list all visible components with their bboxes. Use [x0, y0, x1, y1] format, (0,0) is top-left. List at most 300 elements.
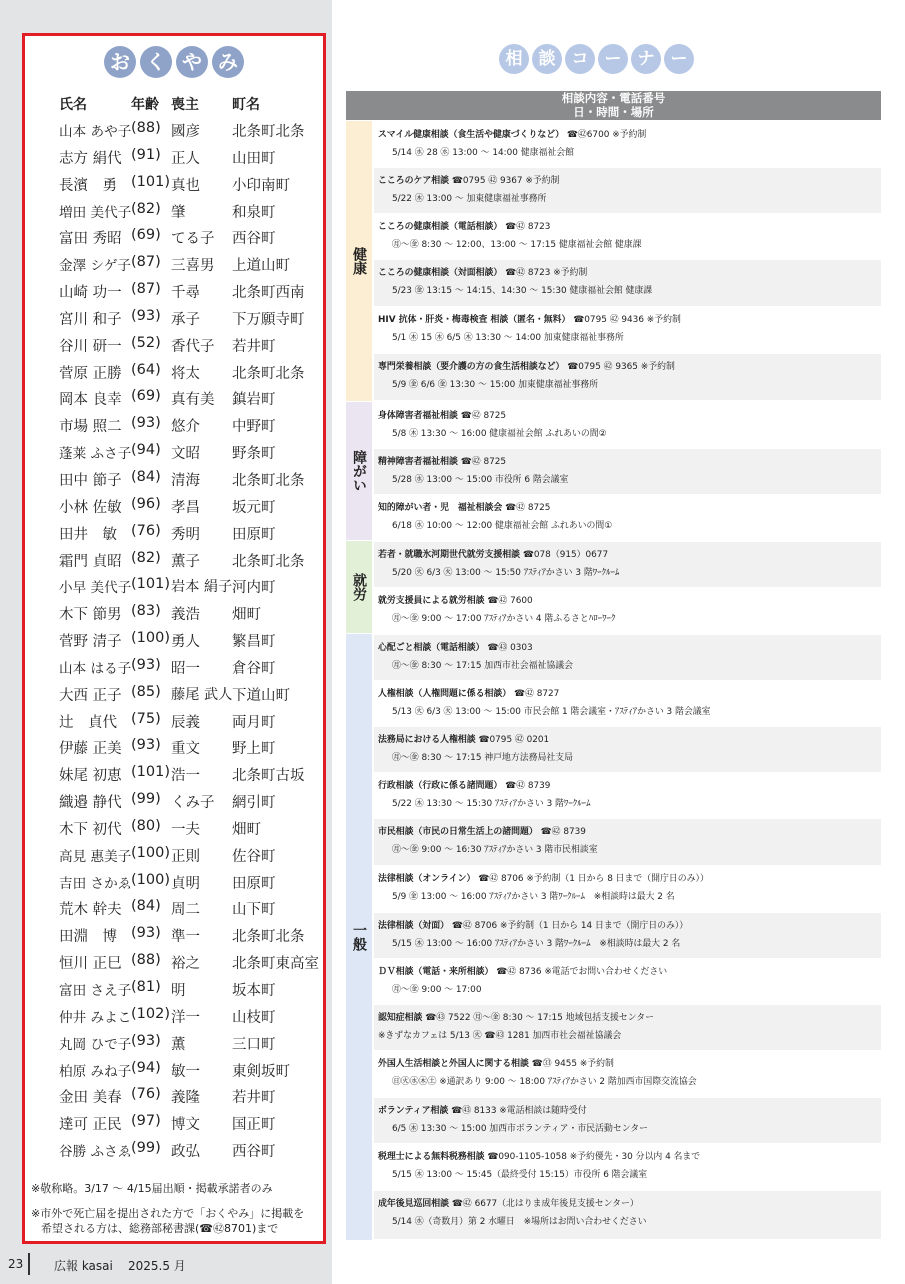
- entry-detail: 5/22 ㊍ 13:30 ～ 15:30 ｱｽﾃｨｱかさい 3 階ﾜｰｸﾙｰﾑ: [392, 799, 591, 809]
- obituary-note-3: 希望される方は、総務部秘書課(☎㊷8701)まで: [41, 1222, 279, 1235]
- obituary-row: [59, 385, 329, 412]
- town-name: 山田町: [232, 150, 276, 167]
- category-health: [346, 121, 372, 401]
- obituary-row: [59, 1137, 329, 1164]
- consult-entry: [374, 542, 881, 587]
- consult-entry: [374, 819, 881, 865]
- mourner-name: 國彦: [171, 124, 200, 140]
- mourner-name: 孝昌: [171, 499, 200, 516]
- entry-phone: ☎㊷ 8727: [513, 689, 560, 699]
- consult-title: [499, 44, 694, 74]
- obituary-row: [59, 251, 329, 278]
- age: (87): [131, 254, 161, 271]
- deceased-name: 菅原 正勝: [59, 365, 122, 382]
- obituary-row: [59, 359, 329, 386]
- age: (93): [131, 737, 161, 754]
- mourner-name: 勇人: [171, 634, 200, 651]
- entry-title: 精神障害者福祉相談: [378, 457, 458, 467]
- town-name: 河内町: [232, 580, 276, 597]
- entry-title: 身体障害者福祉相談: [378, 411, 458, 421]
- entry-title: 外国人生活相談と外国人に関する相談: [378, 1059, 529, 1069]
- entry-title-line: [378, 311, 881, 329]
- town-name: 若井町: [232, 338, 276, 355]
- entry-title-line: [378, 1148, 881, 1166]
- consult-entry: [374, 588, 881, 633]
- consult-entry: [374, 1051, 881, 1097]
- obituary-row: [59, 1057, 329, 1084]
- deceased-name: 谷川 研一: [59, 338, 122, 355]
- entry-title-line: [378, 1009, 881, 1027]
- entry-phone: ☎0795 ㊷ 9436 ※予約制: [573, 315, 681, 325]
- entry-title-line: [378, 499, 881, 517]
- deceased-name: 菅野 清子: [59, 634, 122, 651]
- consult-entry: [374, 773, 881, 818]
- deceased-name: 山本 はる子: [59, 660, 132, 677]
- age: (76): [131, 1086, 161, 1103]
- obituary-row: [59, 815, 329, 842]
- town-name: 下道山町: [232, 687, 290, 704]
- mourner-name: 肇: [171, 204, 186, 221]
- age: (101): [131, 764, 170, 781]
- obituary-row: [59, 439, 329, 466]
- entry-title: 若者・就職氷河期世代就労支援相談: [378, 550, 520, 560]
- town-name: 北条町北条: [232, 124, 305, 140]
- entry-title-line: [378, 407, 881, 425]
- town-name: 北条町北条: [232, 472, 305, 489]
- age: (82): [131, 549, 161, 566]
- entry-title: 認知症相談: [378, 1013, 423, 1023]
- obituary-row: [59, 681, 329, 708]
- entry-title: こころの健康相談（電話相談）: [378, 222, 503, 232]
- town-name: 倉谷町: [232, 660, 276, 677]
- category-label: 一般: [351, 923, 367, 951]
- age: (96): [131, 495, 161, 512]
- mourner-name: 秀明: [171, 526, 200, 543]
- entry-title: ボランティア相談: [378, 1106, 449, 1116]
- entry-phone: ☎0795 ㊷ 0201: [478, 735, 550, 745]
- age: (93): [131, 925, 161, 942]
- entry-title-line: [378, 823, 881, 841]
- entry-detail: 5/28 ㊌ 13:00 ～ 15:00 市役所 6 階会議室: [392, 475, 569, 485]
- obituary-row: [59, 654, 329, 681]
- age: (94): [131, 442, 161, 459]
- deceased-name: 小早 美代子: [59, 580, 132, 597]
- age: (93): [131, 307, 161, 324]
- deceased-name: 木下 節男: [59, 607, 122, 624]
- age: (75): [131, 710, 161, 727]
- entry-detail: 5/13 ㊋ 6/3 ㊋ 13:00 ～ 15:00 市民会館 1 階会議室・ｱｽﾃｨｱかさい 3 階会議室: [392, 707, 711, 717]
- header-name: 氏名: [59, 97, 87, 113]
- consult-entry: [374, 354, 881, 400]
- age: (99): [131, 791, 161, 808]
- town-name: 三口町: [232, 1036, 276, 1053]
- mourner-name: 真有美: [171, 392, 215, 409]
- entry-phone: ☎㊷ 8723: [505, 222, 551, 232]
- town-name: 田原町: [232, 875, 276, 892]
- entry-detail: ㊊～㊎ 8:30 ～ 12:00、13:00 ～ 17:15 健康福祉会館 健康課: [392, 240, 642, 250]
- obituary-panel: [22, 33, 326, 1244]
- town-name: 東剣坂町: [232, 1063, 290, 1080]
- deceased-name: 谷勝 ふさゑ: [59, 1144, 132, 1161]
- age: (64): [131, 361, 161, 378]
- age: (69): [131, 227, 161, 244]
- town-name: 山枝町: [232, 1009, 276, 1026]
- title-char: み: [212, 46, 244, 78]
- entry-title-line: [378, 546, 881, 564]
- obituary-row: [59, 708, 329, 735]
- entry-title: 法律相談（対面）: [378, 921, 449, 931]
- entry-phone: ☎㊸ 8133 ※電話相談は随時受付: [451, 1106, 587, 1116]
- entry-title: 市民相談（市民の日常生活上の諸問題）: [378, 827, 538, 837]
- mourner-name: てる子: [171, 231, 215, 248]
- entry-title: 行政相談（行政に係る諸問題）: [378, 781, 503, 791]
- deceased-name: 辻 貞代: [59, 714, 117, 731]
- deceased-name: 妹尾 初恵: [59, 768, 122, 785]
- mourner-name: 浩一: [171, 768, 200, 785]
- entry-phone: ☎㊷ 8725: [460, 457, 507, 467]
- mourner-name: 清海: [171, 472, 200, 489]
- mourner-name: 薫: [171, 1036, 186, 1053]
- age: (101): [131, 173, 170, 190]
- obituary-row: [59, 224, 329, 251]
- age: (100): [131, 630, 170, 647]
- town-name: 和泉町: [232, 204, 276, 221]
- entry-title-line: [378, 172, 881, 190]
- entry-phone: ☎㊷ 8706 ※予約制（1 日から 14 日まで（開庁日のみ））: [451, 921, 689, 931]
- consult-entry: [374, 495, 881, 540]
- entry-phone: ☎㊷ 6677（北はりま成年後見支援センター）: [451, 1199, 639, 1209]
- entry-detail: 5/23 ㊎ 13:15 ～ 14:15、14:30 ～ 15:30 健康福祉会館 健康課: [392, 286, 653, 296]
- category-general: [346, 634, 372, 1240]
- category-label: 就労: [351, 573, 367, 601]
- entry-detail: 5/9 ㊎ 6/6 ㊎ 13:30 ～ 15:00 加東健康福祉事務所: [392, 380, 598, 390]
- mourner-name: 岩本 絹子: [171, 579, 233, 596]
- issue-date: 2025.5 月: [128, 1259, 186, 1273]
- deceased-name: 長濱 勇: [59, 177, 117, 194]
- mourner-name: 政弘: [171, 1144, 200, 1161]
- town-name: 野上町: [232, 741, 276, 758]
- mourner-name: 義浩: [171, 607, 200, 624]
- town-name: 北条町西南: [232, 285, 305, 302]
- entry-title-line: [378, 777, 881, 795]
- category-label: 障がい: [351, 450, 367, 492]
- consult-entry: [374, 1098, 881, 1143]
- age: (88): [131, 952, 161, 969]
- town-name: 繁昌町: [232, 634, 276, 651]
- consult-entry: [374, 214, 881, 259]
- entry-title-line: [378, 917, 881, 935]
- entry-title: 税理士による無料税務相談: [378, 1152, 485, 1162]
- town-name: 小印南町: [232, 177, 290, 194]
- entry-title: 法務局における人権相談: [378, 735, 476, 745]
- entry-title-line: [378, 264, 881, 282]
- entry-title-line: [378, 731, 881, 749]
- consult-entry: [374, 1191, 881, 1239]
- age: (93): [131, 656, 161, 673]
- entry-phone: ☎㊸ 7522 ㊊～㊎ 8:30 ～ 17:15 地域包括支援センター: [425, 1013, 655, 1023]
- deceased-name: 達可 正民: [59, 1117, 122, 1134]
- consult-entry: [374, 1144, 881, 1190]
- title-char: ー: [664, 44, 694, 74]
- deceased-name: 丸岡 ひで子: [59, 1036, 132, 1053]
- consult-entry: [374, 913, 881, 958]
- consult-entry: [374, 403, 881, 448]
- entry-title-line: [378, 685, 881, 703]
- obituary-row: [59, 842, 329, 869]
- mourner-name: 貞明: [171, 875, 200, 892]
- deceased-name: 伊藤 正美: [59, 741, 122, 758]
- mourner-name: 周二: [171, 902, 200, 919]
- header-line-1: 相談内容・電話番号: [561, 91, 666, 105]
- age: (99): [131, 1140, 161, 1157]
- page-footer: [8, 1257, 186, 1273]
- town-name: 下万願寺町: [232, 311, 305, 328]
- obituary-list: [59, 117, 329, 1164]
- mourner-name: 洋一: [171, 1009, 200, 1026]
- town-name: 中野町: [232, 419, 276, 436]
- deceased-name: 市場 照二: [59, 419, 122, 436]
- mourner-name: 一夫: [171, 821, 200, 838]
- mourner-name: 文昭: [171, 446, 200, 463]
- deceased-name: 木下 初代: [59, 821, 122, 838]
- deceased-name: 金澤 シゲ子: [59, 258, 132, 275]
- town-name: 坂本町: [232, 983, 276, 999]
- consult-entry: [374, 449, 881, 494]
- entry-detail: 5/9 ㊎ 13:00 ～ 16:00 ｱｽﾃｨｱかさい 3 階ﾜｰｸﾙｰﾑ ※相談時は最大 2 名: [392, 892, 675, 902]
- obituary-row: [59, 922, 329, 949]
- entry-title: 専門栄養相談（要介護の方の食生活相談など）: [378, 362, 565, 372]
- entry-detail: 5/15 ㊍ 13:00 ～ 16:00 ｱｽﾃｨｱかさい 3 階ﾜｰｸﾙｰﾑ ※相談時は最大 2 名: [392, 939, 681, 949]
- obituary-row: [59, 949, 329, 976]
- entry-title-line: [378, 870, 881, 888]
- age: (80): [131, 817, 161, 834]
- entry-detail: 5/14 ㊌ 28 ㊌ 13:00 ～ 14:00 健康福祉会館: [392, 148, 574, 158]
- entry-phone: ☎㊷ 8739: [505, 781, 551, 791]
- entry-detail: 6/18 ㊌ 10:00 ～ 12:00 健康福祉会館 ふれあいの間①: [392, 521, 613, 531]
- title-char: 相: [499, 44, 529, 74]
- entry-detail: ㊊～㊎ 9:00 ～ 17:00: [392, 985, 482, 995]
- obituary-note: ※敬称略。3/17 ～ 4/15届出順・掲載承諾者のみ: [31, 1182, 273, 1195]
- deceased-name: 吉田 さかゑ: [59, 875, 132, 892]
- entry-title-line: [378, 358, 881, 376]
- entry-detail: ㊐㊋㊌㊍㊏ ※通訳あり 9:00 ～ 18:00 ｱｽﾃｨｱかさい 2 階加西市国際交流協会: [392, 1077, 697, 1087]
- mourner-name: 香代子: [171, 338, 215, 355]
- town-name: 両月町: [232, 714, 276, 731]
- deceased-name: 荒木 幹夫: [59, 902, 122, 919]
- mourner-name: 正則: [171, 848, 200, 865]
- mourner-name: くみ子: [171, 795, 215, 812]
- obituary-row: [59, 144, 329, 171]
- age: (97): [131, 1113, 161, 1130]
- age: (81): [131, 979, 161, 995]
- town-name: 畑町: [232, 607, 261, 624]
- age: (82): [131, 200, 161, 217]
- deceased-name: 田中 節子: [59, 472, 122, 489]
- entry-title-line: [378, 639, 881, 657]
- title-char: コ: [565, 44, 595, 74]
- town-name: 畑町: [232, 821, 261, 838]
- entry-phone: ☎㊷ 8736 ※電話でお問い合わせください: [496, 967, 668, 977]
- town-name: 坂元町: [232, 499, 276, 516]
- entry-phone: ☎090-1105-1058 ※予約優先・30 分以内 4 名まで: [487, 1152, 701, 1162]
- entry-detail: ㊊～㊎ 9:00 ～ 16:30 ｱｽﾃｨｱかさい 3 階市民相談室: [392, 845, 598, 855]
- deceased-name: 大西 正子: [59, 687, 122, 704]
- deceased-name: 山本 あや子: [59, 124, 132, 140]
- category-disability: [346, 402, 372, 540]
- obituary-row: [59, 573, 329, 600]
- entry-title-line: [378, 1195, 881, 1213]
- entry-detail: 5/1 ㊍ 15 ㊍ 6/5 ㊍ 13:30 ～ 14:00 加東健康福祉事務所: [392, 333, 624, 343]
- age: (83): [131, 603, 161, 620]
- deceased-name: 柏原 みね子: [59, 1063, 132, 1080]
- consult-entry: [374, 959, 881, 1004]
- town-name: 若井町: [232, 1090, 276, 1107]
- age: (69): [131, 388, 161, 405]
- consult-entry: [374, 866, 881, 912]
- obituary-row: [59, 493, 329, 520]
- mourner-name: 千尋: [171, 285, 200, 302]
- obituary-row: [59, 627, 329, 654]
- mourner-name: 薫子: [171, 553, 200, 570]
- obituary-row: [59, 466, 329, 493]
- obituary-row: [59, 332, 329, 359]
- age: (100): [131, 871, 170, 888]
- header-age: 年齢: [131, 97, 159, 113]
- obituary-row: [59, 171, 329, 198]
- obituary-row: [59, 198, 329, 225]
- title-char: ー: [598, 44, 628, 74]
- age: (88): [131, 120, 161, 136]
- town-name: 北条町東高室: [232, 956, 319, 973]
- town-name: 西谷町: [232, 231, 276, 248]
- deceased-name: 宮川 和子: [59, 311, 122, 328]
- deceased-name: 金田 美春: [59, 1090, 122, 1107]
- entry-detail: 6/5 ㊍ 13:30 ～ 15:00 加西市ボランティア・市民活動センター: [392, 1124, 648, 1134]
- entry-title: 就労支援員による就労相談: [378, 596, 485, 606]
- obituary-row: [59, 1030, 329, 1057]
- town-name: 鎮岩町: [232, 392, 276, 409]
- entry-title: 人権相談（人権問題に係る相談）: [378, 689, 512, 699]
- publication-name: 広報 kasai: [54, 1259, 113, 1273]
- consult-entry: [374, 635, 881, 680]
- entry-detail: ㊊～㊎ 9:00 ～ 17:00 ｱｽﾃｨｱかさい 4 階ふるさとﾊﾛｰﾜｰｸ: [392, 614, 616, 624]
- entry-title-line: [378, 1102, 881, 1120]
- deceased-name: 仲井 みよこ: [59, 1009, 132, 1026]
- mourner-name: 三喜男: [171, 258, 215, 275]
- town-name: 田原町: [232, 526, 276, 543]
- obituary-row: [59, 895, 329, 922]
- entry-phone: ☎078（915）0677: [522, 550, 609, 560]
- footer-divider: [28, 1253, 30, 1275]
- age: (87): [131, 281, 161, 298]
- obituary-row: [59, 520, 329, 547]
- header-mourner: 喪主: [171, 97, 199, 113]
- entry-phone: ☎㊷6700 ※予約制: [566, 130, 647, 140]
- entry-title-line: [378, 963, 881, 981]
- deceased-name: 富田 さえ子: [59, 983, 132, 999]
- town-name: 北条町北条: [232, 929, 305, 946]
- obituary-row: [59, 788, 329, 815]
- town-name: 国正町: [232, 1117, 276, 1134]
- entry-title-line: [378, 126, 881, 144]
- town-name: 山下町: [232, 902, 276, 919]
- mourner-name: 悠介: [171, 419, 200, 436]
- entry-title: 成年後見巡回相談: [378, 1199, 449, 1209]
- obituary-row: [59, 117, 329, 144]
- deceased-name: 志方 絹代: [59, 150, 122, 167]
- entry-phone: ☎㊷ 8706 ※予約制（1 日から 8 日まで（開庁日のみ））: [478, 874, 709, 884]
- obituary-row: [59, 761, 329, 788]
- obituary-row: [59, 976, 329, 1003]
- page-number: 23: [8, 1257, 24, 1271]
- town-name: 北条町北条: [232, 365, 305, 382]
- entry-title: 知的障がい者・児 福祉相談会: [378, 503, 503, 513]
- deceased-name: 田井 敏: [59, 526, 117, 543]
- obituary-row: [59, 1110, 329, 1137]
- town-name: 北条町北条: [232, 553, 305, 570]
- mourner-name: 準一: [171, 929, 200, 946]
- obituary-row: [59, 412, 329, 439]
- mourner-name: 敏一: [171, 1063, 200, 1080]
- town-name: 上道山町: [232, 258, 290, 275]
- entry-phone: ☎㊷ 8725: [505, 503, 551, 513]
- mourner-name: 真也: [171, 177, 200, 194]
- title-char: く: [140, 46, 172, 78]
- entry-title: 心配ごと相談（電話相談）: [378, 643, 485, 653]
- title-char: 談: [532, 44, 562, 74]
- age: (84): [131, 468, 161, 485]
- mourner-name: 辰義: [171, 714, 200, 731]
- category-label: 健康: [351, 247, 367, 275]
- entry-phone: ☎㊷ 8739: [540, 827, 586, 837]
- entry-title-line: [378, 592, 881, 610]
- deceased-name: 田淵 博: [59, 929, 117, 946]
- mourner-name: 義隆: [171, 1090, 200, 1107]
- age: (76): [131, 522, 161, 539]
- entry-title: スマイル健康相談（食生活や健康づくりなど）: [378, 130, 565, 140]
- entry-detail: ㊊～㊎ 8:30 ～ 17:15 神戸地方法務局社支局: [392, 753, 574, 763]
- deceased-name: 恒川 正巳: [59, 956, 122, 973]
- entry-title-line: [378, 453, 881, 471]
- obituary-row: [59, 305, 329, 332]
- town-name: 佐谷町: [232, 848, 276, 865]
- obituary-row: [59, 1003, 329, 1030]
- mourner-name: 裕之: [171, 956, 200, 973]
- age: (84): [131, 898, 161, 915]
- deceased-name: 蓬莱 ふさ子: [59, 446, 132, 463]
- mourner-name: 昭一: [171, 660, 200, 677]
- deceased-name: 山崎 功一: [59, 285, 122, 302]
- category-employment: [346, 541, 372, 633]
- age: (101): [131, 576, 170, 593]
- entry-title-line: [378, 1055, 881, 1073]
- consult-entry: [374, 727, 881, 772]
- age: (94): [131, 1059, 161, 1076]
- entry-detail: ※きずなカフェは 5/13 ㊋ ☎㊸ 1281 加西市社会福祉協議会: [378, 1031, 622, 1041]
- mourner-name: 将太: [171, 365, 200, 382]
- header-town: 町名: [232, 97, 260, 113]
- obituary-row: [59, 600, 329, 627]
- entry-phone: ☎㊷ 8723 ※予約制: [505, 268, 588, 278]
- header-line-2: 日・時間・場所: [573, 104, 654, 119]
- town-name: 西谷町: [232, 1144, 276, 1161]
- deceased-name: 富田 秀昭: [59, 231, 122, 248]
- entry-phone: ☎㊷ 8725: [460, 411, 507, 421]
- deceased-name: 岡本 良幸: [59, 392, 122, 409]
- entry-phone: ☎0795 ㊷ 9365 ※予約制: [567, 362, 675, 372]
- entry-phone: ☎㊷ 7600: [487, 596, 533, 606]
- obituary-row: [59, 734, 329, 761]
